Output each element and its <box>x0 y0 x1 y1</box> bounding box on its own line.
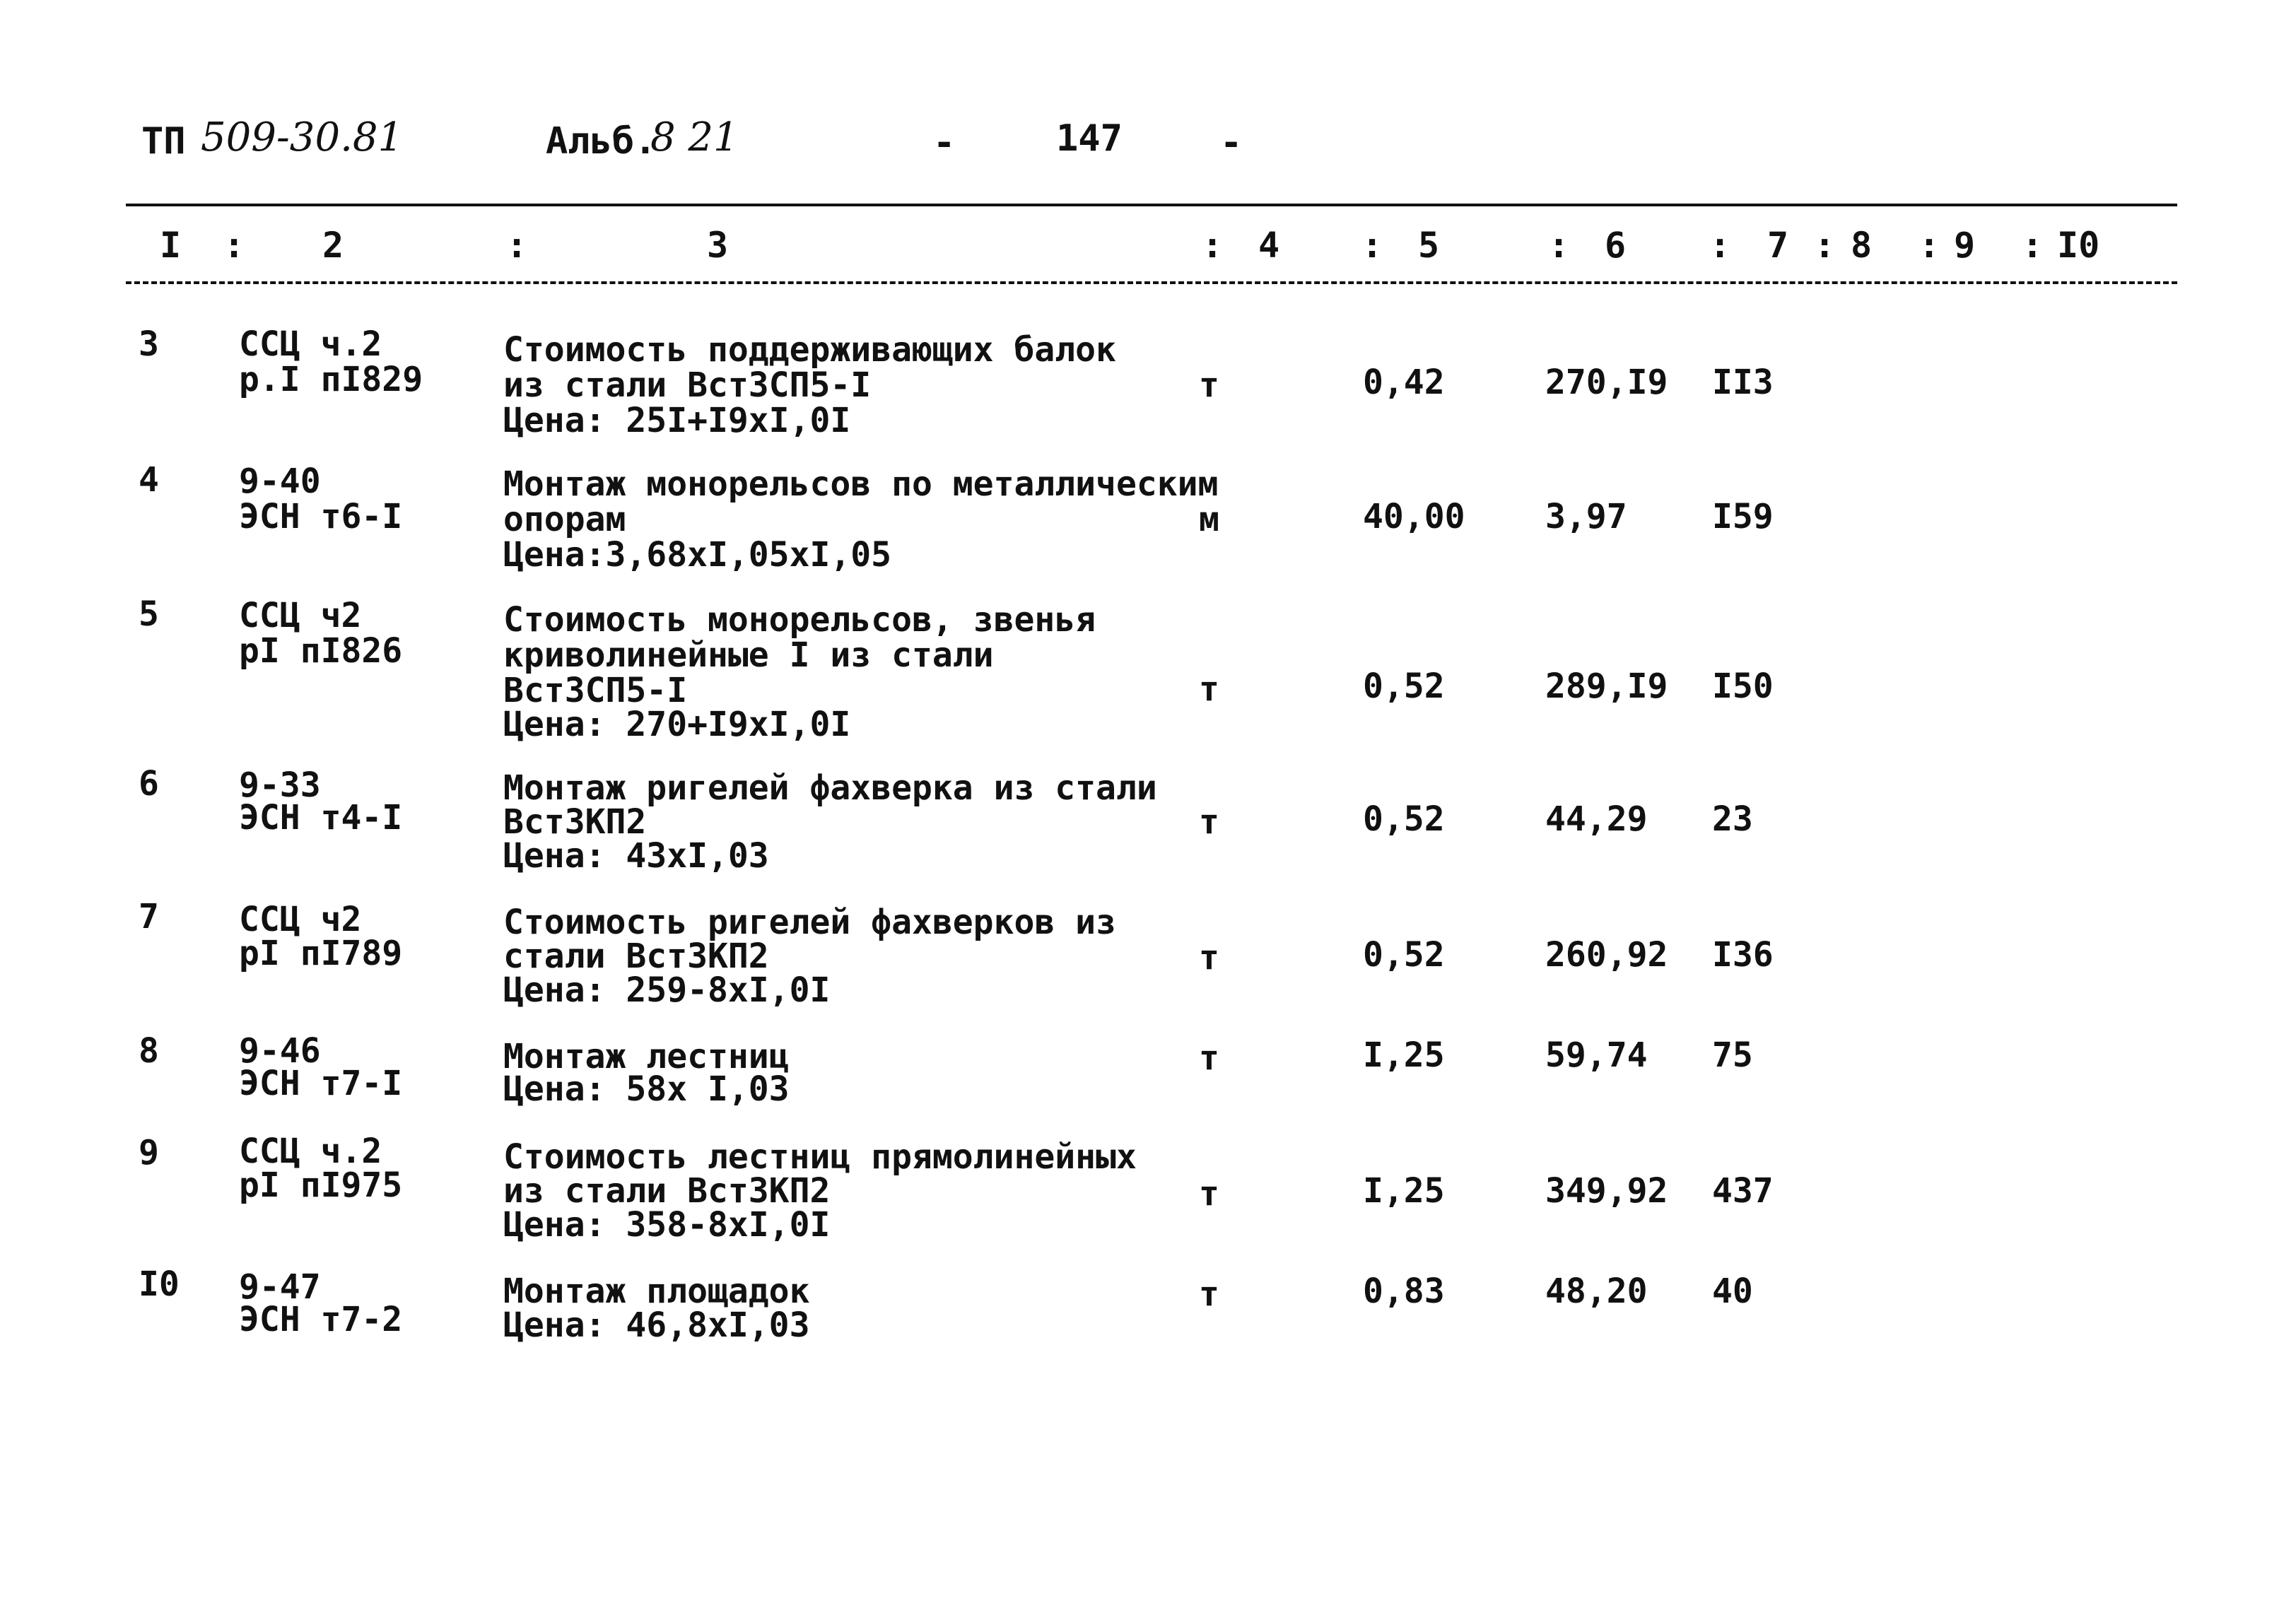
row-quantity: 40,00 <box>1363 497 1465 536</box>
row-total: I36 <box>1712 935 1774 975</box>
row-number: 5 <box>139 594 159 634</box>
row-code-line2: рI пI826 <box>239 631 403 671</box>
row-code-line1: ССЦ ч.2 <box>239 324 382 364</box>
row-price: 289,I9 <box>1545 667 1668 706</box>
row-description-line4: Цена: 270+I9xI,0I <box>503 705 851 744</box>
col-header-4: 4 <box>1258 225 1280 266</box>
col-header-3: 3 <box>707 225 729 266</box>
row-description-line2: Цена: 58x I,03 <box>503 1069 790 1109</box>
row-quantity: 0,52 <box>1363 799 1445 839</box>
row-description-line2: из стали ВстЗСП5-I <box>503 365 872 405</box>
row-code-line2: ЭСН т4-I <box>239 798 403 838</box>
album-prefix: Альб. <box>546 120 657 163</box>
row-number: 4 <box>139 460 159 500</box>
row-total: I59 <box>1712 497 1774 536</box>
row-quantity: I,25 <box>1363 1171 1445 1211</box>
row-quantity: 0,42 <box>1363 363 1445 402</box>
col-header-5: 5 <box>1418 225 1440 266</box>
row-description-line2: криволинейные I из стали <box>503 635 994 675</box>
header-dash-right: - <box>1220 122 1243 164</box>
col-header-8: 8 <box>1851 225 1873 266</box>
row-description-line1: Стоимость монорельсов, звенья <box>503 600 1096 640</box>
row-description-line3: Цена: 259-8xI,0I <box>503 970 831 1010</box>
row-code-line2: ЭСН т7-I <box>239 1064 403 1103</box>
col-sep-2: : <box>506 225 528 266</box>
row-unit: т <box>1199 1174 1219 1214</box>
row-description-line3: Цена: 25I+I9xI,0I <box>503 401 851 440</box>
row-unit: м <box>1199 500 1219 539</box>
doc-prefix: ТП <box>141 120 186 163</box>
row-unit: т <box>1199 938 1219 977</box>
row-price: 48,20 <box>1545 1272 1648 1311</box>
row-price: 349,92 <box>1545 1171 1668 1211</box>
row-total: 437 <box>1712 1171 1774 1211</box>
row-number: 7 <box>139 897 159 936</box>
row-total: 23 <box>1712 799 1753 839</box>
row-description-line3: Цена: 358-8xI,0I <box>503 1205 831 1245</box>
table-header-rule <box>126 281 2177 284</box>
page-number: 147 <box>1056 117 1123 160</box>
row-unit: т <box>1199 1038 1219 1078</box>
row-description-line2: стали ВстЗКП2 <box>503 936 769 976</box>
row-code-line2: рI пI975 <box>239 1165 403 1205</box>
row-code-line1: ССЦ ч2 <box>239 596 362 635</box>
row-description-line2: Цена: 46,8xI,03 <box>503 1305 810 1345</box>
row-description-line2: опорам <box>503 500 626 539</box>
row-number: 8 <box>139 1031 159 1071</box>
row-description-line3: Цена:3,68xI,05xI,05 <box>503 535 892 575</box>
col-sep-3: : <box>1202 225 1224 266</box>
row-unit: т <box>1199 669 1219 709</box>
row-code-line2: ЭСН т7-2 <box>239 1300 403 1339</box>
row-number: 6 <box>139 764 159 804</box>
row-price: 59,74 <box>1545 1035 1648 1075</box>
col-header-7: 7 <box>1767 225 1789 266</box>
row-total: 40 <box>1712 1272 1753 1311</box>
row-code-line1: 9-46 <box>239 1031 321 1071</box>
row-quantity: I,25 <box>1363 1035 1445 1075</box>
row-number: I0 <box>139 1264 180 1304</box>
table-top-rule <box>126 204 2177 206</box>
row-quantity: 0,52 <box>1363 935 1445 975</box>
row-code-line2: рI пI789 <box>239 934 403 973</box>
row-description-line1: Монтаж лестниц <box>503 1037 790 1076</box>
row-code-line1: ССЦ ч2 <box>239 900 362 939</box>
row-number: 9 <box>139 1133 159 1173</box>
col-header-6: 6 <box>1605 225 1627 266</box>
col-sep-6: : <box>1709 225 1731 266</box>
col-header-2: 2 <box>322 225 344 266</box>
row-description-line2: из стали ВстЗКП2 <box>503 1171 831 1211</box>
col-header-1: I <box>160 225 182 266</box>
row-code-line1: 9-33 <box>239 765 321 805</box>
row-total: II3 <box>1712 363 1774 402</box>
row-description-line3: ВстЗСП5-I <box>503 671 688 710</box>
row-description-line1: Стоимость лестниц прямолинейных <box>503 1137 1137 1177</box>
col-sep-4: : <box>1361 225 1383 266</box>
row-unit: т <box>1199 1274 1219 1314</box>
row-price: 44,29 <box>1545 799 1648 839</box>
row-unit: т <box>1199 365 1219 405</box>
col-header-10: I0 <box>2057 225 2100 266</box>
row-description-line1: Монтаж площадок <box>503 1272 810 1311</box>
row-code-line2: р.I пI829 <box>239 360 423 399</box>
row-code-line1: 9-40 <box>239 462 321 501</box>
row-total: 75 <box>1712 1035 1753 1075</box>
col-sep-1: : <box>223 225 245 266</box>
row-description-line2: ВстЗКП2 <box>503 802 647 842</box>
row-description-line3: Цена: 43xI,03 <box>503 836 769 876</box>
album-number-handwritten: 8 21 <box>650 114 739 160</box>
row-unit: т <box>1199 802 1219 842</box>
row-total: I50 <box>1712 667 1774 706</box>
row-quantity: 0,83 <box>1363 1272 1445 1311</box>
row-code-line1: ССЦ ч.2 <box>239 1132 382 1171</box>
row-description-line1: Монтаж ригелей фахверка из стали <box>503 768 1157 808</box>
row-code-line1: 9-47 <box>239 1267 321 1307</box>
row-price: 270,I9 <box>1545 363 1668 402</box>
col-sep-7: : <box>1814 225 1836 266</box>
row-price: 260,92 <box>1545 935 1668 975</box>
col-sep-8: : <box>1919 225 1940 266</box>
row-code-line2: ЭСН т6-I <box>239 497 403 536</box>
header-dash-left: - <box>933 122 956 164</box>
row-description-line1: Стоимость поддерживающих балок <box>503 330 1116 370</box>
row-description-line1: Монтаж монорельсов по металлическим <box>503 464 1219 504</box>
col-header-9: 9 <box>1954 225 1976 266</box>
row-price: 3,97 <box>1545 497 1627 536</box>
col-sep-5: : <box>1548 225 1570 266</box>
doc-number-handwritten: 509-30.81 <box>201 114 404 160</box>
row-number: 3 <box>139 324 159 364</box>
row-quantity: 0,52 <box>1363 667 1445 706</box>
row-description-line1: Стоимость ригелей фахверков из <box>503 903 1116 942</box>
col-sep-9: : <box>2022 225 2044 266</box>
